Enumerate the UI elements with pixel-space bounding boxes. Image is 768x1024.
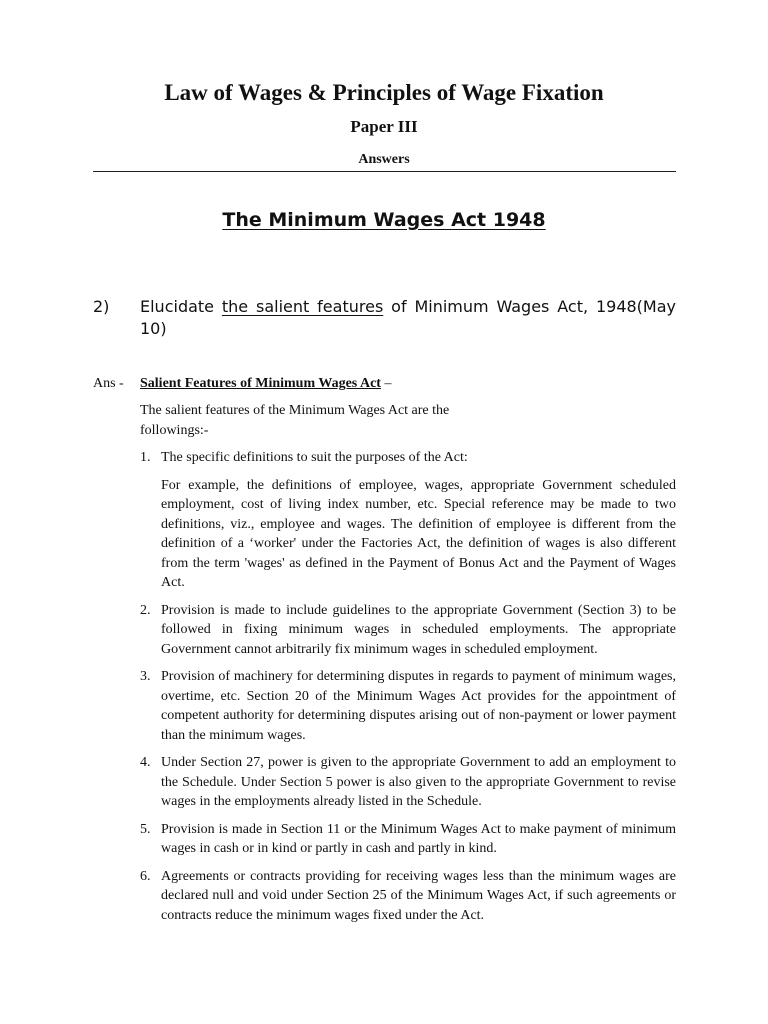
list-item: [140, 667, 676, 745]
list-item-text: Under Section 27, power is given to the appropriate Government to add an employment to the Schedule. Under Section 5 power is also given to the appropriate Government to revise wages in the employments already listed in the Schedule.: [161, 755, 676, 809]
question-number: 2): [93, 297, 110, 316]
question-suffix: of Minimum Wages Act, 1948(May 10): [140, 297, 676, 338]
list-item: [140, 820, 676, 859]
list-item: [140, 753, 676, 812]
header-divider: [93, 171, 676, 172]
question-text: [140, 296, 676, 340]
list-item-example: For example, the definitions of employee, wages, appropriate Government scheduled employment, cost of living index number, etc. Special reference may be made to two definitions, viz., employee and wages. The definition of employee is different from the definition of a ‘worker' under the Factories Act, the definition of wages is also different from the term 'wages' as defined in the Payment of Bonus Act and the Payment of Wages Act.: [161, 477, 676, 590]
list-item-number: 1.: [140, 450, 151, 465]
features-list: [140, 448, 676, 933]
answer-heading: [140, 374, 391, 393]
section-title: [0, 207, 768, 233]
list-item-number: 4.: [140, 755, 151, 770]
answers-label: Answers: [358, 152, 410, 167]
list-item-number: 6.: [140, 868, 151, 884]
document-title: Law of Wages & Principles of Wage Fixation: [164, 80, 604, 105]
list-item: [140, 867, 676, 926]
answer-intro: The salient features of the Minimum Wages Act are the followings:-: [140, 403, 450, 438]
list-item-text: Provision is made in Section 11 or the Minimum Wages Act to make payment of minimum wages in cash or in kind or partly in cash and partly in kind.: [161, 821, 676, 856]
list-item: [140, 601, 676, 660]
question-underlined: the salient features: [221, 297, 384, 316]
list-item-text: The specific definitions to suit the purposes of the Act:: [161, 450, 468, 465]
answer-heading-text: Salient Features of Minimum Wages Act: [140, 376, 381, 391]
list-item-number: 3.: [140, 669, 151, 684]
list-item-text: Provision of machinery for determining disputes in regards to payment of minimum wages, overtime, etc. Section 20 of the Minimum Wages Act provides for the appointment of competent authority for determining disputes arising out of non-payment or lower payment than the minimum wages.: [161, 669, 676, 743]
list-item: [140, 448, 676, 593]
list-item-text: Agreements or contracts providing for receiving wages less than the minimum wages are declared null and void under Section 25 of the Minimum Wages Act, if such agreements or contracts reduce the minimum wages fixed under the Act.: [161, 868, 676, 923]
paper-label: Paper III: [350, 117, 418, 136]
answer-heading-suffix: –: [380, 376, 392, 391]
section-title-text: The Minimum Wages Act 1948: [222, 209, 546, 231]
list-item-number: 5.: [140, 821, 151, 837]
question-prefix: Elucidate: [140, 297, 222, 316]
answer-label: Ans -: [93, 376, 124, 391]
list-item-text: Provision is made to include guidelines to the appropriate Government (Section 3) to be followed in fixing minimum wages in scheduled employments. The appropriate Government cannot arbitrarily fix minimum wages in scheduled employment.: [161, 602, 676, 657]
list-item-number: 2.: [140, 602, 151, 618]
